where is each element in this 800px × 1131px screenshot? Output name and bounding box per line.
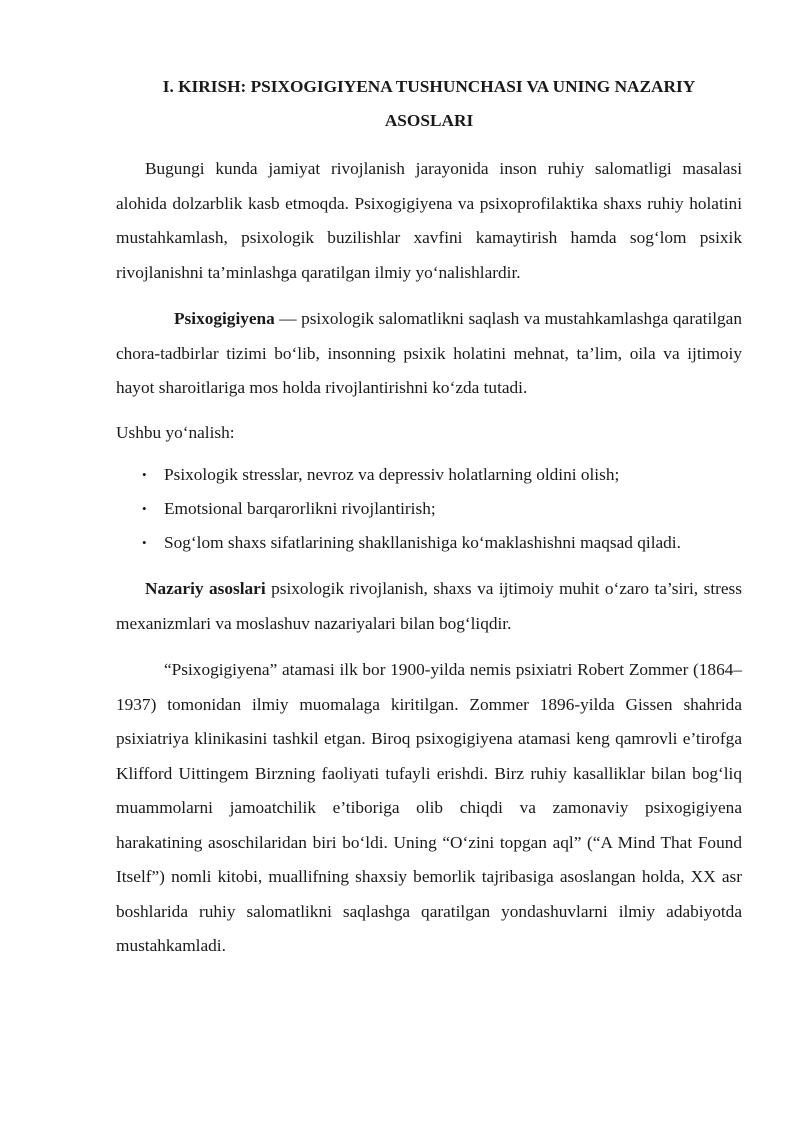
list-item (116, 526, 742, 560)
intro-paragraph: Bugungi kunda jamiyat rivojlanish jarayonida inson ruhiy salomatligi masalasi alohida dolzarblik kasb etmoqda. Psixogigiyena va psixoprofilaktika shaxs ruhiy holatini mustahkamlash, psixologik buzilishlar xavfini kamaytirish hamda sog‘lom psixik rivojlanishni ta’minlashga qaratilgan ilmiy yo‘nalishlardir. (116, 159, 742, 282)
definition-term: Psixogigiyena (174, 309, 275, 328)
title-line-2: ASOSLARI (384, 111, 474, 130)
page-title (116, 70, 742, 138)
list-item-text: Sog‘lom shaxs sifatlarining shakllanishiga ko‘maklashishni maqsad qiladi. (164, 533, 681, 552)
list-item (116, 458, 742, 492)
list-item (116, 492, 742, 526)
bullet-icon: • (142, 501, 147, 516)
theory-paragraph (116, 572, 742, 641)
title-line-1: I. KIRISH: PSIXOGIGIYENA TUSHUNCHASI VA UNING NAZARIY (162, 77, 696, 96)
history-paragraph: “Psixogigiyena” atamasi ilk bor 1900-yilda nemis psixiatri Robert Zommer (1864–1937) tomonidan ilmiy muomalaga kiritilgan. Zommer 1896-yilda Gissen shahrida psixiatriya klinikasini tashkil etgan. Biroq psixogigiyena atamasi keng qamrovli e’tirofga Klifford Uittingem Birzning faoliyati tufayli erishdi. Birz ruhiy kasalliklar bilan bog‘liq muammolarni jamoatchilik e’tiboriga olib chiqdi va zamonaviy psixogigiyena harakatining asoschilaridan biri bo‘ldi. Uning “O‘zini topgan aql” (“A Mind That Found Itself”) nomli kitobi, muallifning shaxsiy bemorlik tajribasiga asoslangan holda, XX asr boshlarida ruhiy salomatlikni saqlashga qaratilgan yondashuvlarni ilmiy adabiyotda mustahkamladi. (116, 660, 742, 955)
document-page (116, 70, 742, 964)
definition-paragraph (116, 302, 742, 406)
theory-text: psixologik rivojlanish, shaxs va ijtimoiy muhit o‘zaro ta’siri, stress mexanizmlari va moslashuv nazariyalari bilan bog‘liqdir. (116, 579, 742, 633)
bullet-icon: • (142, 467, 147, 482)
direction-label: Ushbu yo‘nalish: (116, 422, 235, 442)
bullet-icon: • (142, 535, 147, 550)
list-item-text: Psixologik stresslar, nevroz va depressiv holatlarning oldini olish; (164, 465, 620, 484)
theory-term: Nazariy asoslari (145, 579, 266, 598)
list-item-text: Emotsional barqarorlikni rivojlantirish; (164, 499, 436, 518)
bullet-list (116, 458, 742, 560)
definition-text: — psixologik salomatlikni saqlash va mustahkamlashga qaratilgan chora-tadbirlar tizimi bo‘lib, insonning psixik holatini mehnat, ta’lim, oila va ijtimoiy hayot sharoitlariga mos holda rivojlantirishni ko‘zda tutadi. (116, 309, 742, 397)
